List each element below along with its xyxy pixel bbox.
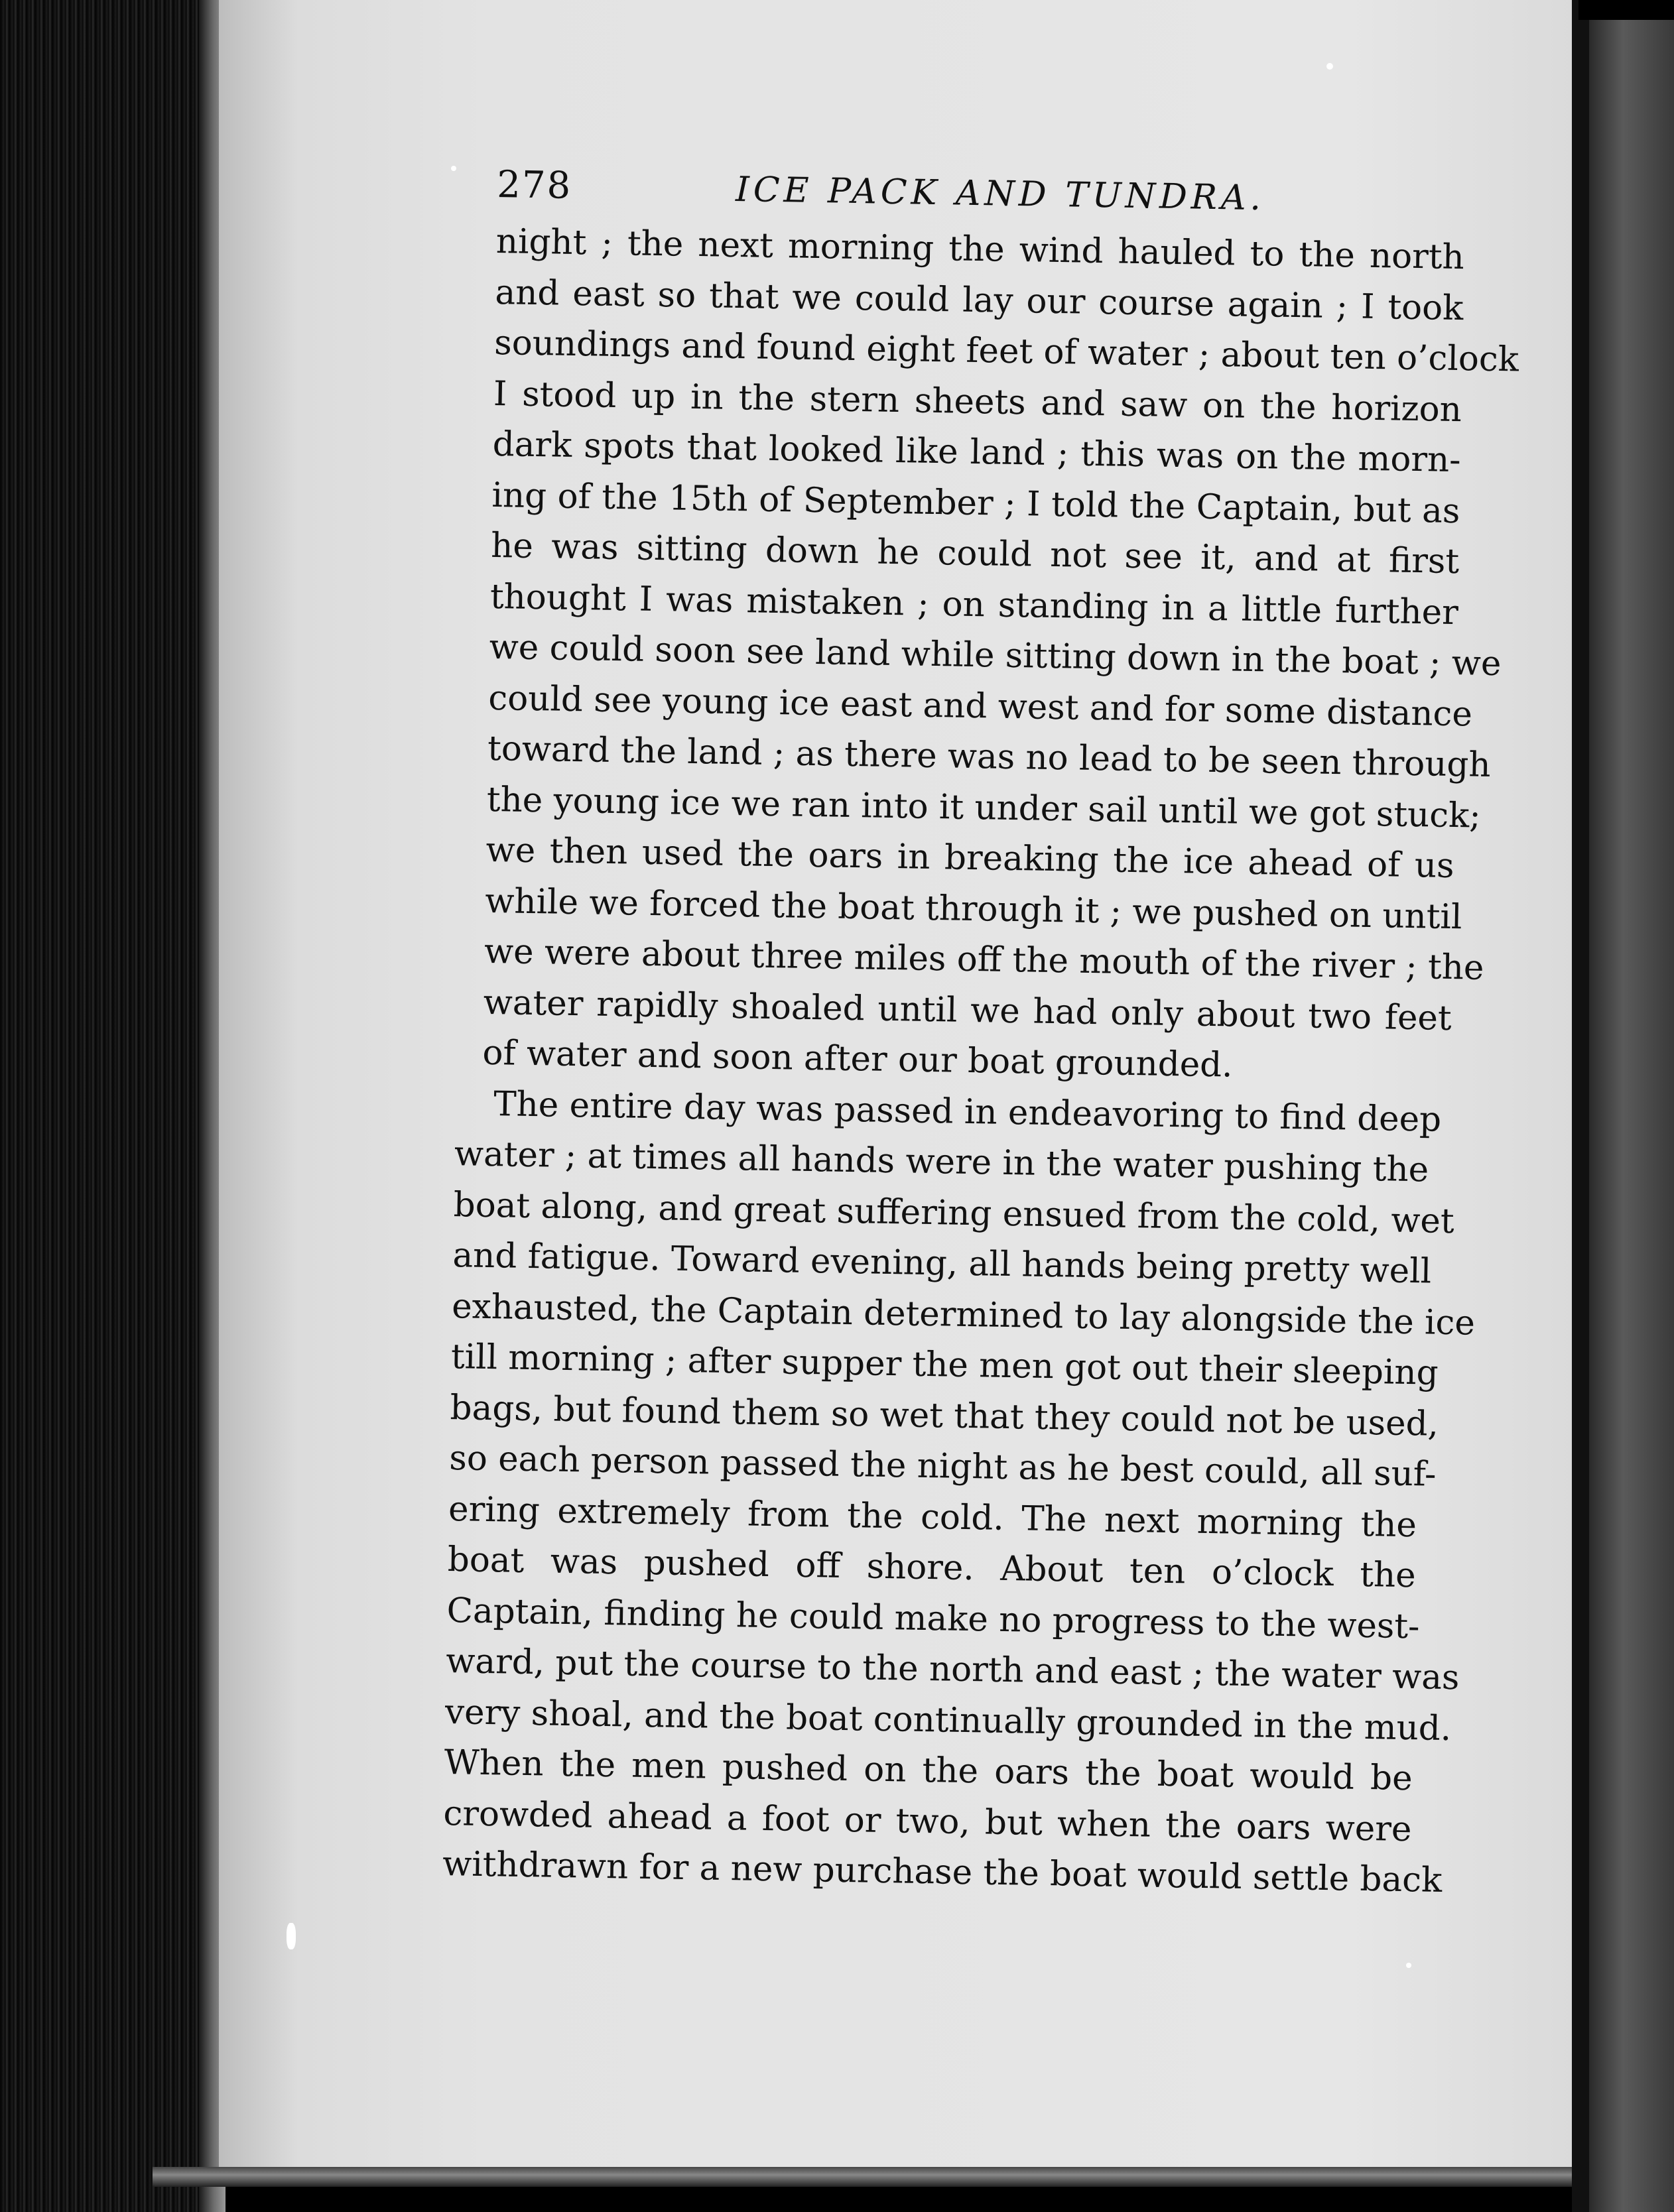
text-line: toward the land ; as there was no lead to be seen through [487,728,1492,785]
text-line: and east so that we could lay our course again ; I took [495,272,1464,328]
text-line: water ; at times all hands were in the water pushing the [454,1134,1429,1190]
text-line: I stood up in the stern sheets and saw on the horizon [493,373,1462,430]
text-line: boat along, and great suffering ensued from the cold, wet [453,1184,1455,1241]
text-line: so each person passed the night as he best could, all suf- [448,1438,1437,1495]
text-line: and fatigue. Toward evening, all hands being pretty well [452,1235,1432,1292]
text-line: crowded ahead a foot or two, but when the oars were [443,1793,1412,1849]
text-line: thought I was mistaken ; on standing in a little further [489,576,1459,633]
scan-speck [451,166,456,171]
text-line: boat was pushed off shore. About ten o’clock the [447,1540,1417,1596]
text-line: When the men pushed on the oars the boat would be [444,1743,1413,1799]
text-line: ing of the 15th of September ; I told the Captain, but as [491,475,1460,531]
text-line: could see young ice east and west and for some distance [487,678,1473,734]
text-line: dark spots that looked like land ; this was on the morn- [492,424,1462,481]
paragraph-1 [482,216,1519,1095]
paragraph-2 [442,1078,1476,1906]
text-line: water rapidly shoaled until we had only about two feet [483,982,1452,1038]
text-line: we then used the oars in breaking the ice ahead of us [485,830,1454,887]
text-line: Captain, finding he could make no progress to the west- [446,1590,1420,1646]
page-number: 278 [496,162,572,208]
text-line: we were about three miles off the mouth of the river ; the [483,931,1484,988]
scan-speck [287,1923,296,1949]
page-stack-edge [0,0,219,2212]
text-line: very shoal, and the boat continually grounded in the mud. [444,1691,1452,1749]
text-line: bags, but found them so wet that they could not be used, [450,1387,1439,1444]
text-line: while we forced the boat through it ; we pushed on until [484,881,1462,937]
text-line: he was sitting down he could not see it, and at first [490,525,1460,582]
facing-page-top [1578,0,1674,20]
text-line: till morning ; after supper the men got out their sleeping [450,1337,1439,1393]
text-line: of water and soon after our boat grounded. [482,1032,1234,1085]
text-line: ering extremely from the cold. The next morning the [448,1489,1417,1545]
text-line: exhausted, the Captain determined to lay alongside the ice [451,1286,1476,1343]
text-line: ward, put the course to the north and east ; the water was [445,1641,1460,1698]
page-text [429,156,1519,1906]
running-head: ICE PACK AND TUNDRA. [735,169,1265,219]
scan-speck [1406,1963,1411,1968]
facing-page-edge [1589,0,1674,2212]
text-line: night ; the next morning the wind hauled to the north [495,221,1465,278]
page-bottom-edge [153,2167,1612,2187]
text-line: The entire day was passed in endeavoring to find deep [493,1083,1442,1140]
text-line: the young ice we ran into it under sail until we got stuck; [486,779,1482,836]
right-gutter [1572,0,1589,2212]
text-line: we could soon see land while sitting down in the boat ; we [489,627,1502,684]
scan-speck [1326,63,1333,70]
text-line: soundings and found eight feet of water ; about ten o’clock [493,322,1519,380]
text-line: withdrawn for a new purchase the boat would settle back [442,1843,1443,1900]
